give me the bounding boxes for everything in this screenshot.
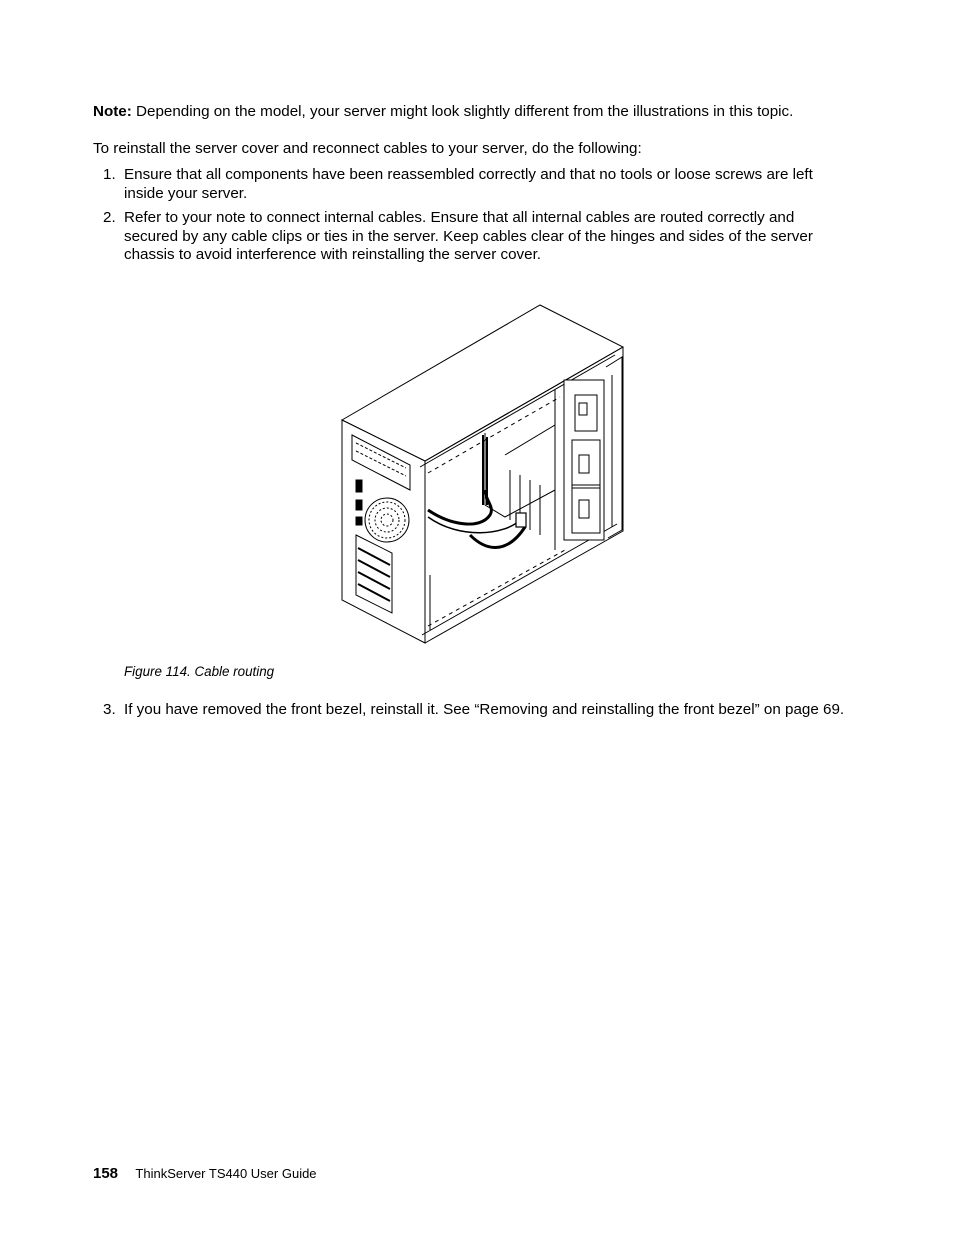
page-number: 158	[93, 1165, 119, 1182]
server-chassis-illustration	[330, 295, 630, 647]
step-number: 2.	[103, 209, 116, 226]
note-paragraph	[93, 102, 853, 121]
step-text: Ensure that all components have been reassembled correctly and that no tools or loose screws are left inside your server.	[124, 166, 813, 202]
page-footer	[93, 1165, 317, 1182]
intro-paragraph: To reinstall the server cover and reconnect cables to your server, do the following:	[93, 140, 642, 157]
cable-black	[428, 490, 491, 524]
step-number: 1.	[103, 166, 116, 183]
note-text: Depending on the model, your server might look slightly different from the illustrations in this topic.	[136, 103, 794, 120]
note-label: Note:	[93, 103, 132, 120]
figure-caption: Figure 114. Cable routing	[124, 664, 275, 679]
step-number: 3.	[103, 701, 116, 718]
step-text: If you have removed the front bezel, reinstall it. See “Removing and reinstalling the front bezel” on page 69.	[124, 701, 845, 718]
step-text: Refer to your note to connect internal cables. Ensure that all internal cables are routed correctly and secured by any cable clips or ties in the server. Keep cables clear of the hinges and sides of the server chassis to avoid interference with reinstalling the server cover.	[124, 209, 813, 263]
document-title: ThinkServer TS440 User Guide	[135, 1166, 317, 1181]
rear-fan	[365, 498, 409, 542]
